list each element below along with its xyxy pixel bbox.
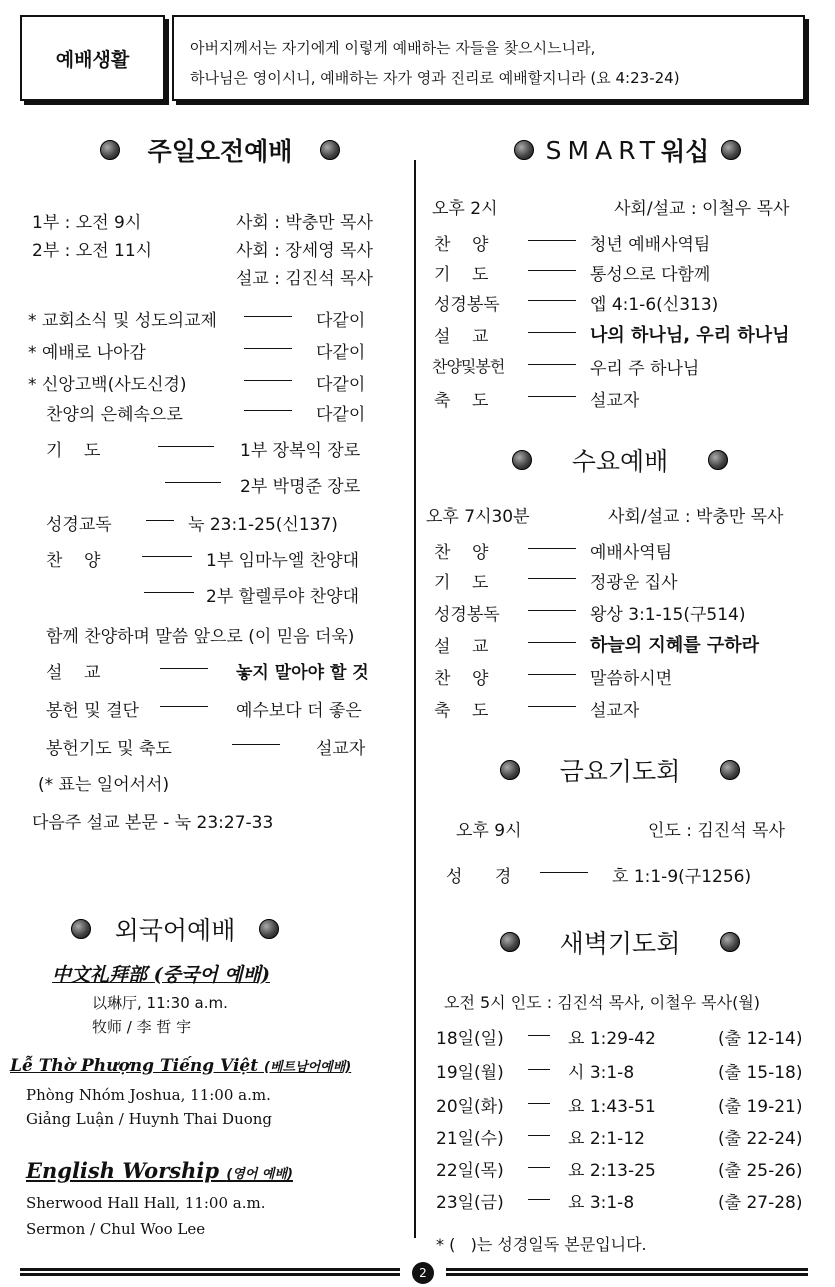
dash-line <box>528 396 576 397</box>
dash-line <box>244 380 292 381</box>
column-divider <box>414 160 416 1238</box>
dawn-header: 오전 5시 인도 : 김진석 목사, 이철우 목사(월) <box>444 993 761 1012</box>
dawn-reading: (출 19-21) <box>718 1097 803 1117</box>
dash-line <box>528 578 576 579</box>
english-worship-title <box>26 1158 293 1183</box>
smart-title-b: 워십 <box>661 137 710 166</box>
friday-title-block <box>470 750 770 790</box>
bullet-dot-icon <box>500 760 520 780</box>
order-item-value: 다같이 <box>316 343 366 363</box>
dash-line <box>244 316 292 317</box>
wed-row-label: 기 도 <box>434 573 489 593</box>
dash-line <box>528 1199 550 1200</box>
dash-line <box>144 592 194 593</box>
dash-line <box>165 482 221 483</box>
friday-time: 오후 9시 <box>456 821 522 841</box>
footer-rule-left <box>20 1268 400 1276</box>
blessing-value: 설교자 <box>316 739 366 759</box>
vietnamese-place: Phòng Nhóm Joshua, 11:00 a.m. <box>26 1086 271 1104</box>
dawn-text: 시 3:1-8 <box>568 1063 635 1083</box>
smart-title-a: SMART <box>545 135 662 165</box>
order-item-value: 다같이 <box>316 375 366 395</box>
bullet-dot-icon <box>721 140 741 160</box>
dash-line <box>528 610 576 611</box>
order-item-label: * 신앙고백(사도신경) <box>28 375 187 395</box>
smart-sermon-title: 나의 하나님, 우리 하나님 <box>590 325 790 346</box>
bullet-dot-icon <box>512 450 532 470</box>
dash-line <box>528 642 576 643</box>
smart-row-label: 축 도 <box>434 391 489 411</box>
bullet-dot-icon <box>720 760 740 780</box>
smart-row-label: 찬 양 <box>434 235 489 255</box>
smart-row-value: 우리 주 하나님 <box>590 359 700 379</box>
dash-line <box>528 1103 550 1104</box>
bullet-dot-icon <box>720 932 740 952</box>
sunday-title: 주일오전예배 <box>147 137 293 166</box>
bullet-dot-icon <box>514 140 534 160</box>
friday-leader: 인도 : 김진석 목사 <box>648 821 785 841</box>
smart-row-label: 설 교 <box>434 327 489 347</box>
chinese-pastor: 牧师 / 李 哲 宇 <box>92 1018 192 1036</box>
offering-value: 예수보다 더 좋은 <box>236 701 362 721</box>
dawn-day: 20일(화) <box>436 1097 504 1117</box>
dawn-title: 새벽기도회 <box>559 929 681 958</box>
praise-1: 1부 임마누엘 찬양대 <box>206 551 359 571</box>
friday-title: 금요기도회 <box>559 757 681 786</box>
foreign-title-block <box>40 910 310 948</box>
sunday-title-block <box>60 130 380 170</box>
dawn-reading: (출 22-24) <box>718 1129 803 1149</box>
smart-title-block <box>455 130 800 170</box>
offering-label: 봉헌 및 결단 <box>46 701 139 721</box>
dawn-text: 요 1:29-42 <box>568 1029 656 1049</box>
bullet-dot-icon <box>708 450 728 470</box>
dash-line <box>540 872 588 873</box>
prayer-1: 1부 장복익 장로 <box>240 441 361 461</box>
vietnamese-title-sub: (베트남어예배) <box>264 1060 352 1075</box>
english-pastor: Sermon / Chul Woo Lee <box>26 1220 206 1238</box>
next-week-text: 다음주 설교 본문 - 눅 23:27-33 <box>32 813 274 833</box>
vietnamese-title-text: Lễ Thờ Phượng Tiếng Việt <box>10 1056 259 1076</box>
wednesday-title-block <box>470 440 770 480</box>
praise-2: 2부 할렐루야 찬양대 <box>206 587 359 607</box>
standing-note: (* 표는 일어서서) <box>38 775 170 795</box>
prayer-label: 기 도 <box>46 441 101 461</box>
sermon-label: 설 교 <box>46 663 101 683</box>
dawn-day: 19일(월) <box>436 1063 504 1083</box>
dash-line <box>160 706 208 707</box>
smart-row-value: 통성으로 다함께 <box>590 265 711 285</box>
service2-time: 2부 : 오전 11시 <box>32 241 153 261</box>
dash-line <box>528 548 576 549</box>
smart-row-value: 엡 4:1-6(신313) <box>590 295 719 315</box>
smart-row-value: 청년 예배사역팀 <box>590 235 711 255</box>
sunday-preacher: 설교 : 김진석 목사 <box>236 269 373 289</box>
english-title-text: English Worship <box>26 1158 220 1183</box>
english-title-sub: (영어 예배) <box>226 1167 293 1182</box>
section-label-box <box>20 15 165 101</box>
together-line: 함께 찬양하며 말씀 앞으로 (이 믿음 더욱) <box>46 627 355 647</box>
dash-line <box>528 706 576 707</box>
dash-line <box>528 240 576 241</box>
dawn-title-block <box>470 922 770 962</box>
wednesday-time: 오후 7시30분 <box>426 507 530 527</box>
dawn-day: 22일(목) <box>436 1161 504 1181</box>
smart-time: 오후 2시 <box>432 199 498 219</box>
quote-line-2: 하나님은 영이시니, 예배하는 자가 영과 진리로 예배할지니라 (요 4:23-24) <box>190 69 680 87</box>
dash-line <box>528 270 576 271</box>
vietnamese-pastor: Giảng Luận / Huynh Thai Duong <box>26 1110 273 1128</box>
order-item-label: * 예배로 나아감 <box>28 343 146 363</box>
wed-row-label: 찬 양 <box>434 543 489 563</box>
smart-row-label: 기 도 <box>434 265 489 285</box>
blessing-label: 봉헌기도 및 축도 <box>46 739 172 759</box>
service2-host: 사회 : 장세영 목사 <box>236 241 373 261</box>
friday-scripture-value: 호 1:1-9(구1256) <box>612 867 752 887</box>
dash-line <box>528 332 576 333</box>
dawn-text: 요 2:1-12 <box>568 1129 645 1149</box>
bullet-dot-icon <box>320 140 340 160</box>
dash-line <box>160 668 208 669</box>
dawn-reading: (출 25-26) <box>718 1161 803 1181</box>
praise-label: 찬 양 <box>46 551 101 571</box>
wed-row-label: 축 도 <box>434 701 489 721</box>
wed-row-value: 예배사역팀 <box>590 543 673 563</box>
wednesday-host: 사회/설교 : 박충만 목사 <box>608 507 784 527</box>
dawn-day: 18일(일) <box>436 1029 504 1049</box>
smart-row-label: 성경봉독 <box>434 295 500 315</box>
quote-line-1: 아버지께서는 자기에게 이렇게 예배하는 자들을 찾으시느니라, <box>190 39 596 57</box>
wed-row-label: 찬 양 <box>434 669 489 689</box>
foreign-title: 외국어예배 <box>114 916 236 945</box>
dash-line <box>528 1035 550 1036</box>
section-label: 예배생활 <box>55 48 130 71</box>
smart-row-value: 설교자 <box>590 391 640 411</box>
order-item-label: * 교회소식 및 성도의교제 <box>28 311 217 331</box>
wed-row-label: 성경봉독 <box>434 605 500 625</box>
smart-host: 사회/설교 : 이철우 목사 <box>614 199 790 219</box>
reading-label: 성경교독 <box>46 515 112 535</box>
bullet-dot-icon <box>259 919 279 939</box>
dawn-day: 23일(금) <box>436 1193 504 1213</box>
service1-host: 사회 : 박충만 목사 <box>236 213 373 233</box>
sermon-title: 놓지 말아야 할 것 <box>236 663 369 683</box>
dawn-reading: (출 15-18) <box>718 1063 803 1083</box>
dash-line <box>244 348 292 349</box>
wednesday-title: 수요예배 <box>571 447 669 476</box>
english-place: Sherwood Hall Hall, 11:00 a.m. <box>26 1194 266 1212</box>
bullet-dot-icon <box>71 919 91 939</box>
prayer-2: 2부 박명준 장로 <box>240 477 361 497</box>
order-item-value: 다같이 <box>316 405 366 425</box>
dawn-reading: (출 27-28) <box>718 1193 803 1213</box>
dawn-note: * ( )는 성경일독 본문입니다. <box>436 1235 647 1254</box>
dawn-text: 요 1:43-51 <box>568 1097 656 1117</box>
order-item-value: 다같이 <box>316 311 366 331</box>
dash-line <box>158 446 214 447</box>
dash-line <box>142 556 192 557</box>
dawn-reading: (출 12-14) <box>718 1029 803 1049</box>
dawn-text: 요 2:13-25 <box>568 1161 656 1181</box>
scripture-quote-box <box>172 15 805 101</box>
chinese-worship-title: 中文礼拜部 (중국어 예배) <box>52 964 270 986</box>
page-number: 2 <box>412 1262 434 1284</box>
wed-row-value: 말씀하시면 <box>590 669 673 689</box>
dash-line <box>244 410 292 411</box>
footer-rule-right <box>446 1268 808 1276</box>
dash-line <box>528 1069 550 1070</box>
vietnamese-worship-title <box>10 1056 351 1076</box>
bullet-dot-icon <box>100 140 120 160</box>
dash-line <box>528 300 576 301</box>
wed-row-label: 설 교 <box>434 637 489 657</box>
wed-row-value: 왕상 3:1-15(구514) <box>590 605 746 625</box>
smart-row-label: 찬양및봉헌 <box>432 357 505 376</box>
dash-line <box>146 520 174 521</box>
wed-sermon-title: 하늘의 지혜를 구하라 <box>590 635 760 656</box>
wed-row-value: 설교자 <box>590 701 640 721</box>
wed-row-value: 정광운 집사 <box>590 573 678 593</box>
dash-line <box>232 744 280 745</box>
dawn-day: 21일(수) <box>436 1129 504 1149</box>
dash-line <box>528 1167 550 1168</box>
dash-line <box>528 1135 550 1136</box>
dash-line <box>528 364 576 365</box>
friday-scripture-label: 성 경 <box>446 867 512 887</box>
dawn-text: 요 3:1-8 <box>568 1193 635 1213</box>
reading-value: 눅 23:1-25(신137) <box>188 515 338 535</box>
bullet-dot-icon <box>500 932 520 952</box>
order-item-label: 찬양의 은혜속으로 <box>46 405 183 425</box>
dash-line <box>528 674 576 675</box>
service1-time: 1부 : 오전 9시 <box>32 213 142 233</box>
chinese-place: 以琳厅, 11:30 a.m. <box>92 994 228 1012</box>
